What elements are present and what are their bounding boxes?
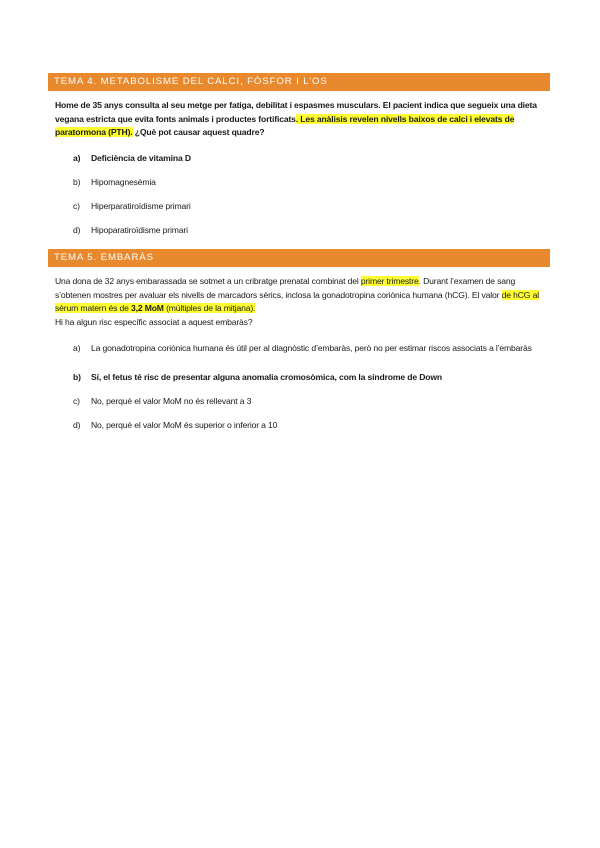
highlighted-text: (múltiples de la mitjana). bbox=[163, 303, 256, 313]
question-tema5 bbox=[55, 275, 547, 329]
highlighted-text: primer trimestre bbox=[360, 276, 419, 286]
option-letter: d) bbox=[73, 420, 81, 430]
option-letter: a) bbox=[73, 343, 81, 353]
option-text: Deficiència de vitamina D bbox=[91, 153, 191, 163]
option-text: La gonadotropina coriònica humana és útil per al diagnòstic d’embaràs, però no per estimar riscos associats a l’embaràs bbox=[91, 343, 532, 353]
section-header-tema4: TEMA 4. METABOLISME DEL CALCI, FÒSFOR I L’OS bbox=[48, 73, 550, 91]
question-text: . Durant l’examen de sang s’obtenen mostres per avaluar els nivells de marcadors sèrics, inclosa la gonadotropina coriònica humana (hCG). El valor bbox=[55, 276, 516, 300]
option-text: Hipomagnesèmia bbox=[91, 177, 156, 187]
option-text: No, perquè el valor MoM no és rellevant a 3 bbox=[91, 396, 252, 406]
option-text: Hipoparatiroïdisme primari bbox=[91, 225, 188, 235]
question-text: Hi ha algun risc específic associat a aquest embaràs? bbox=[55, 316, 253, 327]
option-letter: b) bbox=[73, 177, 81, 187]
highlighted-text: de hCG al sèrum matern és de bbox=[55, 289, 539, 313]
option-text: No, perquè el valor MoM és superior o inferior a 10 bbox=[91, 420, 278, 430]
option-text: Hiperparatiroïdisme primari bbox=[91, 201, 191, 211]
question-text: Una dona de 32 anys embarassada se sotmet a un cribratge prenatal combinat del bbox=[55, 276, 361, 286]
option-letter: a) bbox=[73, 153, 81, 163]
option-text: Sí, el fetus té risc de presentar alguna anomalia cromosòmica, com la síndrome de Down bbox=[91, 372, 443, 382]
option-letter: b) bbox=[73, 372, 81, 382]
question-tema4 bbox=[55, 99, 547, 140]
option-letter: c) bbox=[73, 201, 80, 211]
option-letter: d) bbox=[73, 225, 81, 235]
section-header-tema5: TEMA 5. EMBARÀS bbox=[48, 249, 550, 267]
question-text: ¿Què pot causar aquest quadre? bbox=[132, 127, 265, 137]
question-text: Home de 35 anys consulta al seu metge per fatiga, debilitat i espasmes musculars. El pacient indica que segueix una dieta vegana estricta que evita fonts animals i productes fortificats bbox=[55, 100, 537, 124]
option-letter: c) bbox=[73, 396, 80, 406]
highlighted-text: . Les anàlisis revelen nivells baixos de calci i elevats de paratormona (PTH). bbox=[55, 113, 515, 137]
highlighted-value: 3,2 MoM bbox=[130, 303, 164, 313]
